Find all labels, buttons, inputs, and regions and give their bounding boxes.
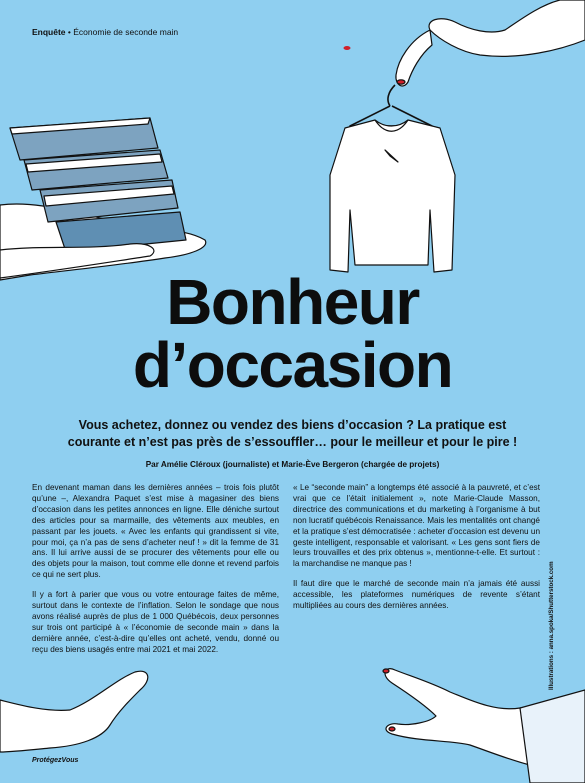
section-label: Enquête <box>32 27 66 37</box>
article-column-1 <box>32 483 279 665</box>
kicker-separator: • <box>67 27 71 37</box>
deck-line-1: Vous achetez, donnez ou vendez des biens d’occasion ? La pratique est <box>78 418 507 432</box>
bottom-left-hand-illustration <box>0 671 148 752</box>
paragraph: Il y a fort à parier que vous ou votre entourage faites de même, surtout dans le contexte de l’inflation. Selon le sondage que nous avons réalisé auprès de plus de 1 000 Québécois, deux personnes sur trois ont participé à « l’économie de seconde main » dans la dernière année, c’est-à-dire qu’elles ont acheté, vendu, donné ou reçu des biens usagés entre mai 2021 et mai 2022. <box>32 590 279 654</box>
article-column-2 <box>293 483 540 621</box>
footer-brand: ProtégezVous <box>32 757 79 764</box>
section-topic: Économie de seconde main <box>73 27 179 37</box>
books-hand-illustration <box>0 118 206 280</box>
paragraph: « Le “seconde main” a longtemps été associé à la pauvreté, et c’est vrai que ce l’était initialement », note Marie-Claude Masson, directrice des communications et du marketing à l’organisme à but non lucratif québécois Renaissance. Mais les mentalités ont changé et la pratique s’est démocratisée : acheter d’occasion est devenu un geste intelligent, responsable et valorisant. « Les gens sont fiers de leurs trouvailles et des prix obtenus », mentionne-t-elle. Et surtout : la marchandise ne manque pas ! <box>293 483 540 569</box>
byline: Par Amélie Cléroux (journaliste) et Marie-Ève Bergeron (chargée de projets) <box>145 460 440 469</box>
sweater-hand-illustration <box>330 0 585 272</box>
section-kicker <box>32 27 178 37</box>
paragraph: Il faut dire que le marché de seconde main n’a jamais été aussi accessible, les plateformes numériques de revente s’étant multipliées au cours des dernières années. <box>293 579 540 611</box>
deck-line-2: courante et n’est pas près de s’essouffler… pour le meilleur et pour le pire ! <box>67 435 518 449</box>
page-title-line-2: d’occasion <box>132 329 453 401</box>
paragraph: En devenant maman dans les dernières années – trois fois plutôt qu’une –, Alexandra Paquet s’est mise à magasiner des biens d’occasion dans les petites annonces en ligne. Elle déniche surtout des articles pour sa marmaille, des vêtements aux meubles, en passant par les jouets. « Avec les enfants qui grandissent si vite, pour moi, ça n’a pas de sens d’acheter neuf ! » dit la femme de 31 ans. Il lui arrive aussi de se procurer des vêtements pour elle ou des objets pour la maison, tout comme elle donne et revend parfois ce qui ne sert plus. <box>32 483 279 580</box>
illustration-credit: Illustrations : anna.spoka/Shutterstock.com <box>548 561 555 690</box>
article-deck <box>55 417 530 451</box>
page-title-line-1: Bonheur <box>166 266 419 338</box>
